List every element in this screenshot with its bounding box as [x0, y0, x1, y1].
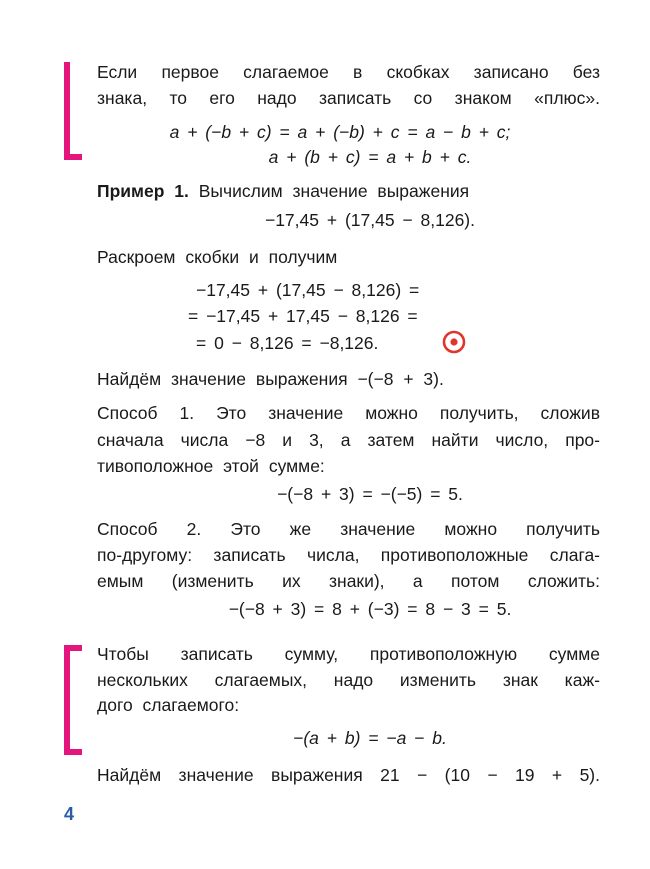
- method1-line: тивоположное этой сумме:: [97, 456, 325, 476]
- method1-line: Способ 1. Это значение можно получить, сложив: [97, 403, 600, 423]
- rule2-formula: −(a + b) = −a − b.: [293, 728, 447, 748]
- method1-formula: −(−8 + 3) = −(−5) = 5.: [277, 484, 463, 504]
- example-expression: −17,45 + (17,45 − 8,126).: [264, 210, 475, 230]
- rule1-line: знака, то его надо записать со знаком «плюс».: [97, 88, 600, 108]
- method2-line: Способ 2. Это же значение можно получить: [97, 519, 600, 539]
- method2-line: емым (изменить их знаки), а потом сложить:: [97, 571, 600, 591]
- rule2-line: Чтобы записать сумму, противоположную сумме: [97, 644, 600, 664]
- rule1-line: Если первое слагаемое в скобках записано без: [97, 62, 600, 82]
- rule2-line: нескольких слагаемых, надо изменить знак каж-: [97, 670, 600, 690]
- rule2-line: дого слагаемого:: [97, 695, 240, 715]
- target-icon: [442, 330, 466, 354]
- method1-line: сначала числа −8 и 3, а затем найти число, про-: [97, 430, 600, 450]
- rule1-formula: a + (b + c) = a + b + c.: [268, 147, 472, 167]
- example-step: = −17,45 + 17,45 − 8,126 =: [188, 306, 418, 326]
- example-open-text: Раскроем скобки и получим: [97, 247, 338, 267]
- method2-line: по-другому: записать числа, противоположные слага-: [97, 545, 600, 565]
- find-text: Найдём значение выражения −(−8 + 3).: [97, 369, 444, 389]
- example-heading: [97, 178, 600, 204]
- example-step: = 0 − 8,126 = −8,126.: [196, 333, 379, 353]
- method2-formula: −(−8 + 3) = 8 + (−3) = 8 − 3 = 5.: [228, 599, 512, 619]
- find-text: Найдём значение выражения 21 − (10 − 19 + 5).: [97, 765, 600, 785]
- rule-bracket-bottom: [64, 645, 82, 755]
- example-text: Вычислим значение выражения: [198, 181, 470, 201]
- rule1-formula: a + (−b + c) = a + (−b) + c = a − b + c;: [169, 122, 511, 142]
- example-label: Пример 1.: [97, 181, 189, 201]
- page-number: 4: [64, 804, 75, 824]
- rule-bracket-top: [64, 62, 82, 160]
- example-step: −17,45 + (17,45 − 8,126) =: [196, 280, 420, 300]
